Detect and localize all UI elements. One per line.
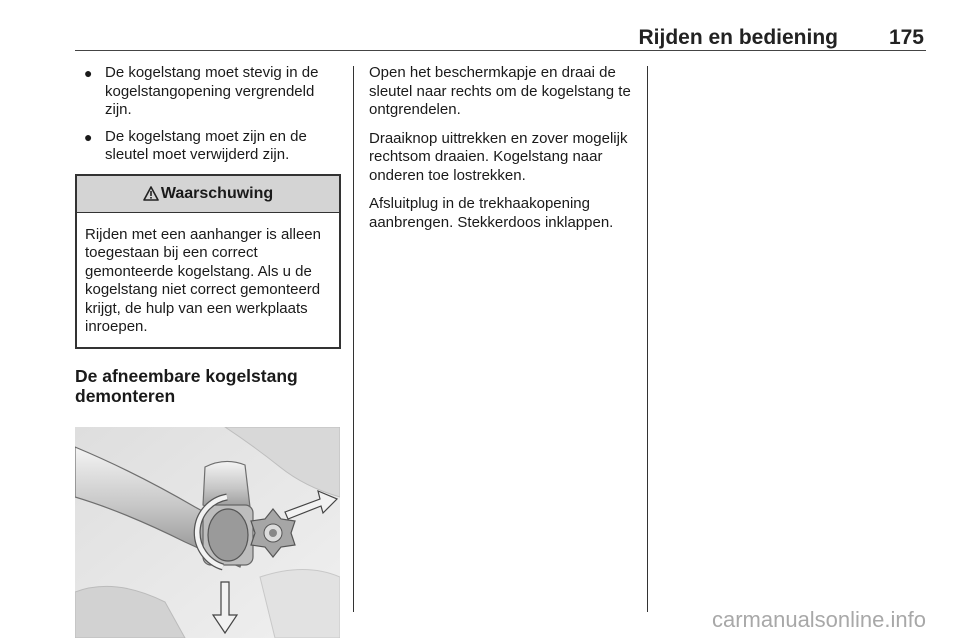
list-item [75,128,341,165]
left-column [75,64,341,638]
header-title: Rijden en bediening [638,26,838,49]
instruction-paragraph: Open het beschermkapje en draai de sleutel naar rechts om de kogelstang te ontgrendelen. [369,64,631,118]
instruction-paragraph: Draaiknop uittrekken en zover mogelijk rechtsom draaien. Kogelstang naar onderen toe lostrekken. [369,129,628,184]
watermark: carmanualsonline.info [711,607,926,632]
warning-text: Rijden met een aanhanger is alleen toegestaan bij een correct gemonteerde kogelstang. Als u de kogelstang niet correct gemonteerd krijgt, de hulp van een werkplaats inroepen. [85,225,321,335]
bullet-icon: ● [84,65,93,81]
warning-header [77,176,339,213]
page-header [75,26,926,51]
list-item [75,64,341,120]
tow-bar-illustration [75,427,340,638]
bullet-icon: ● [84,128,93,145]
warning-box [75,174,341,349]
page-number: 175 [888,26,924,49]
section-heading: De afneembare kogelstang demonteren [75,365,298,406]
column-divider [647,66,648,612]
warning-title: Waarschuwing [160,184,274,202]
bullet-list [75,64,341,165]
instruction-paragraph: Afsluitplug in de trekhaakopening aanbrengen. Stekkerdoos inklappen. [369,195,614,231]
column-divider [353,66,354,612]
bullet-text: De kogelstang moet zijn en de sleutel moet verwijderd zijn. [105,127,307,163]
bullet-text: De kogelstang moet stevig in de kogelstangopening vergrendeld zijn. [105,64,319,118]
middle-column [369,64,634,242]
warning-triangle-icon [143,186,159,201]
